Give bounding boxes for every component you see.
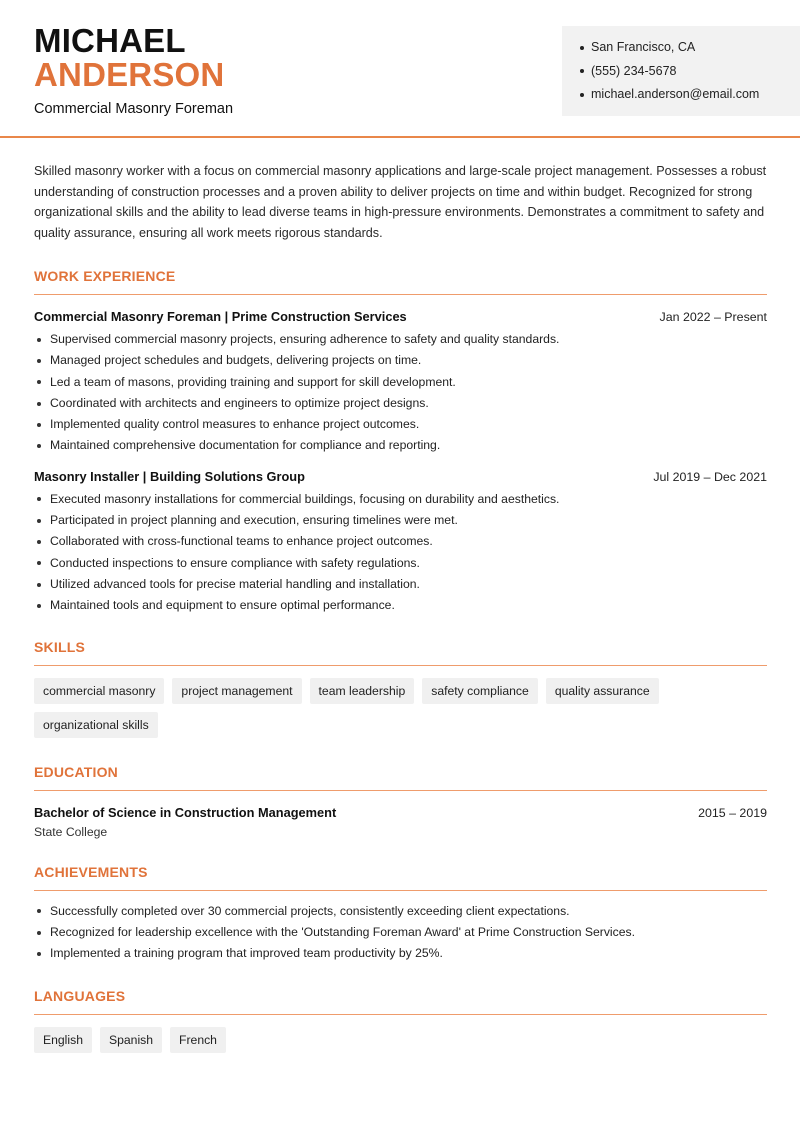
list-item <box>34 574 767 595</box>
job-bullets <box>34 489 767 617</box>
section-divider <box>34 1014 767 1015</box>
job-header <box>34 309 767 324</box>
bullet-text: Managed project schedules and budgets, delivering projects on time. <box>50 353 422 368</box>
job-header <box>34 469 767 484</box>
bullet-icon <box>37 583 41 587</box>
language-tag: French <box>170 1027 226 1053</box>
bullet-text: Successfully completed over 30 commercial projects, consistently exceeding client expectations. <box>50 903 570 918</box>
summary: Skilled masonry worker with a focus on commercial masonry applications and large-scale project management. Possesses a robust understanding of construction processes and a proven ability to deliver projects on time and within budget. Recognized for strong organizational skills and the ability to lead diverse teams in high-pressure environments. Demonstrates a commitment to safety and quality assurance, ensuring all work meets rigorous standards. <box>34 164 767 240</box>
bullet-text: Participated in project planning and execution, ensuring timelines were met. <box>50 513 458 528</box>
bullet-icon <box>37 604 41 608</box>
list-item <box>34 901 767 922</box>
bullet-icon <box>37 380 41 384</box>
bullet-icon <box>37 402 41 406</box>
resume-header <box>0 0 800 138</box>
job-role: Commercial Masonry Foreman | Prime Construction Services <box>34 309 407 324</box>
list-item <box>34 553 767 574</box>
bullet-text: Maintained comprehensive documentation for compliance and reporting. <box>50 438 441 453</box>
education-entry <box>34 805 767 839</box>
degree: Bachelor of Science in Construction Management <box>34 804 337 820</box>
contact-email <box>580 83 800 107</box>
achievements-section <box>34 864 767 965</box>
contact-location <box>580 36 800 60</box>
job-dates: Jan 2022 – Present <box>659 310 767 324</box>
name-block <box>34 24 233 117</box>
job-title: Commercial Masonry Foreman <box>34 101 234 117</box>
bullet-text: Executed masonry installations for commercial buildings, focusing on durability and aesthetics. <box>50 491 560 506</box>
job-entry <box>34 309 767 457</box>
job-bullets <box>34 329 767 457</box>
section-divider <box>34 665 767 666</box>
list-item <box>34 329 767 350</box>
skill-tag: commercial masonry <box>34 678 164 704</box>
contact-phone-text: (555) 234-5678 <box>591 63 677 78</box>
contact-phone <box>580 60 800 84</box>
bullet-icon <box>37 519 41 523</box>
education-header <box>34 805 767 820</box>
language-tag: Spanish <box>100 1027 162 1053</box>
bullet-icon <box>580 69 584 73</box>
bullet-text: Implemented a training program that improved team productivity by 25%. <box>50 946 443 961</box>
languages-tags <box>34 1027 767 1053</box>
bullet-icon <box>580 93 584 97</box>
list-item <box>34 595 767 616</box>
contact-email-text: michael.anderson@email.com <box>591 87 760 101</box>
bullet-text: Led a team of masons, providing training and support for skill development. <box>50 374 456 389</box>
section-title-languages: LANGUAGES <box>34 988 126 1005</box>
contact-box <box>562 26 800 116</box>
bullet-text: Supervised commercial masonry projects, ensuring adherence to safety and quality standards. <box>50 332 560 346</box>
list-item <box>34 510 767 531</box>
resume-body <box>34 161 767 1053</box>
skills-section <box>34 639 767 738</box>
list-item <box>34 393 767 414</box>
language-tag: English <box>34 1027 92 1053</box>
section-divider <box>34 890 767 891</box>
achievements-list <box>34 901 767 965</box>
list-item <box>34 489 767 510</box>
last-name: ANDERSON <box>34 56 225 93</box>
bullet-icon <box>37 909 41 913</box>
bullet-icon <box>580 46 584 50</box>
list-item <box>34 435 767 456</box>
list-item <box>34 922 767 943</box>
list-item <box>34 350 767 371</box>
job-dates: Jul 2019 – Dec 2021 <box>653 469 767 484</box>
skill-tag: project management <box>172 678 301 704</box>
bullet-text: Recognized for leadership excellence with the 'Outstanding Foreman Award' at Prime Construction Services. <box>50 924 635 939</box>
bullet-text: Utilized advanced tools for precise material handling and installation. <box>50 576 420 591</box>
section-title-achievements: ACHIEVEMENTS <box>34 863 148 880</box>
school: State College <box>34 824 108 839</box>
section-divider <box>34 790 767 791</box>
bullet-icon <box>37 497 41 501</box>
skill-tag: quality assurance <box>546 678 659 704</box>
bullet-text: Implemented quality control measures to enhance project outcomes. <box>50 417 420 432</box>
skill-tag: safety compliance <box>422 678 538 704</box>
bullet-text: Collaborated with cross-functional teams to enhance project outcomes. <box>50 534 433 549</box>
bullet-icon <box>37 423 41 427</box>
education-dates: 2015 – 2019 <box>698 805 767 820</box>
bullet-icon <box>37 359 41 363</box>
section-title-skills: SKILLS <box>34 638 85 655</box>
work-section <box>34 268 767 617</box>
bullet-icon <box>37 338 41 342</box>
list-item <box>34 531 767 552</box>
bullet-text: Coordinated with architects and engineers to optimize project designs. <box>50 395 429 410</box>
skill-tag: team leadership <box>310 678 415 704</box>
contact-location-text: San Francisco, CA <box>591 40 696 54</box>
section-title-work: WORK EXPERIENCE <box>34 268 176 284</box>
bullet-icon <box>37 561 41 565</box>
bullet-text: Conducted inspections to ensure compliance with safety regulations. <box>50 555 420 570</box>
bullet-text: Maintained tools and equipment to ensure optimal performance. <box>50 598 395 613</box>
section-title-education: EDUCATION <box>34 763 118 780</box>
skills-tags <box>34 678 767 738</box>
first-name: MICHAEL <box>34 22 186 59</box>
list-item <box>34 372 767 393</box>
languages-section <box>34 988 767 1053</box>
list-item <box>34 943 767 964</box>
education-section <box>34 764 767 839</box>
section-divider <box>34 294 767 295</box>
job-entry <box>34 469 767 617</box>
list-item <box>34 414 767 435</box>
skill-tag: organizational skills <box>34 712 158 738</box>
bullet-icon <box>37 952 41 956</box>
job-role: Masonry Installer | Building Solutions Group <box>34 468 305 484</box>
bullet-icon <box>37 540 41 544</box>
bullet-icon <box>37 931 41 935</box>
bullet-icon <box>37 444 41 448</box>
